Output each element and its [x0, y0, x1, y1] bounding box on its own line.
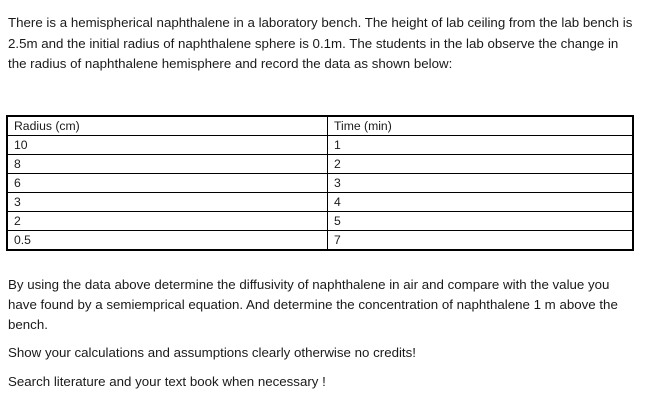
- radius-time-table: [6, 115, 634, 251]
- time-cell: 3: [328, 174, 634, 193]
- time-cell: 4: [328, 193, 634, 212]
- radius-cell: 6: [7, 174, 328, 193]
- table-row: [7, 193, 633, 212]
- radius-cell: 0.5: [7, 231, 328, 251]
- table-row: [7, 212, 633, 231]
- radius-cell: 3: [7, 193, 328, 212]
- time-cell: 1: [328, 136, 634, 155]
- time-cell: 7: [328, 231, 634, 251]
- radius-cell: 2: [7, 212, 328, 231]
- instruction-text: Show your calculations and assumptions clearly otherwise no credits!: [8, 345, 416, 360]
- problem-question: By using the data above determine the diffusivity of naphthalene in air and compare with the value you have found by a semiemprical equation. And determine the concentration of naphthalene 1 m above the bench.: [8, 277, 618, 332]
- time-cell: 2: [328, 155, 634, 174]
- header-radius: Radius (cm): [7, 116, 328, 136]
- header-time: Time (min): [328, 116, 634, 136]
- table-row: [7, 155, 633, 174]
- radius-cell: 8: [7, 155, 328, 174]
- table-row: [7, 231, 633, 251]
- radius-cell: 10: [7, 136, 328, 155]
- problem-intro: There is a hemispherical naphthalene in a laboratory bench. The height of lab ceiling from the lab bench is 2.5m and the initial radius of naphthalene sphere is 0.1m. The students in the lab observe the change in the radius of naphthalene hemisphere and record the data as shown below:: [8, 15, 633, 71]
- table-row: [7, 136, 633, 155]
- table-header-row: [7, 116, 633, 136]
- time-cell: 5: [328, 212, 634, 231]
- note-text: Search literature and your text book when necessary !: [8, 374, 326, 389]
- table-row: [7, 174, 633, 193]
